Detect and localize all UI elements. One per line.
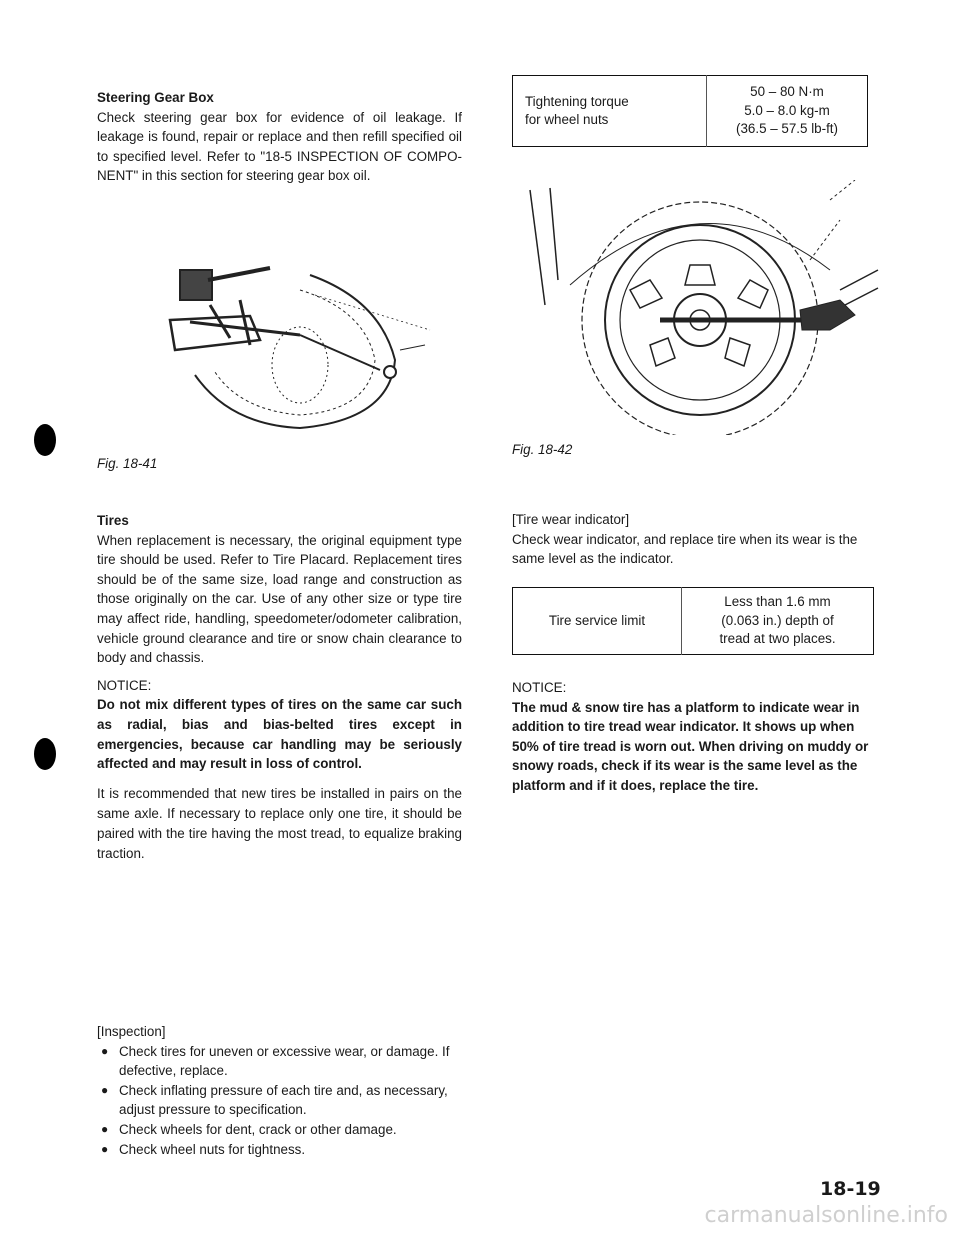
- wheel-torque-illustration: [510, 180, 880, 435]
- inspection-item: ● Check tires for uneven or excessive wear, or damage. If defective, replace.: [101, 1043, 450, 1079]
- service-label-cell: Tire service limit: [548, 612, 646, 628]
- punch-hole-bottom: [34, 738, 56, 770]
- page-number: 18-19: [820, 1178, 881, 1200]
- notice-section-right: [512, 678, 874, 796]
- fig42-caption: Fig. 18-42: [512, 442, 573, 457]
- inspection-title: [Inspection]: [97, 1024, 166, 1039]
- service-limit-table: [512, 587, 874, 655]
- fig41-caption: Fig. 18-41: [97, 456, 158, 471]
- inspection-list: [97, 1042, 462, 1160]
- inspection-item: ● Check inflating pressure of each tire and, as necessary, adjust pressure to specification.: [101, 1082, 448, 1118]
- recommend-text: It is recommended that new tires be installed in pairs on the same axle. If necessary to replace only one tire, it should be paired with the tire having the most tread, to equalize braking traction.: [97, 785, 462, 861]
- indicator-title: [Tire wear indicator]: [512, 512, 630, 527]
- notice-label-right: NOTICE:: [512, 680, 567, 695]
- notice-text-left: Do not mix different types of tires on the same car such as radial, bias and bias-belted tires except in emergencies, because car handling may be seriously affected and may result in loss of control.: [97, 697, 462, 772]
- torque-value-cell: 50 – 80 N·m 5.0 – 8.0 kg-m (36.5 – 57.5 lb-ft): [707, 76, 868, 147]
- steering-text: Check steering gear box for evidence of oil leakage. If leakage is found, repair or replace and then refill specified oil to specified level. Refer to "18-5 INSPECTION OF COMPO-NENT" in this section for steering gear box oil.: [97, 109, 462, 184]
- service-value-cell: Less than 1.6 mm (0.063 in.) depth of tread at two places.: [682, 588, 874, 655]
- steering-title: Steering Gear Box: [97, 90, 214, 105]
- indicator-section: [512, 510, 874, 569]
- punch-hole-top: [34, 424, 56, 456]
- indicator-text: Check wear indicator, and replace tire when its wear is the same level as the indicator.: [512, 531, 858, 567]
- notice-label-left: NOTICE:: [97, 677, 152, 693]
- tires-text: When replacement is necessary, the original equipment type tire should be used. Refer to Tire Placard. Replacement tires should be of the same size, load range and construction as those originally on the car. Use of any other size or type tire may affect ride, handling, speedometer/odometer calibration, vehicle ground clearance and tire or snow chain clearance to body and chassis.: [97, 532, 462, 666]
- inspection-section: [97, 1022, 462, 1159]
- torque-spec-table: [512, 75, 868, 147]
- inspection-item: ● Check wheels for dent, crack or other damage.: [101, 1121, 397, 1137]
- tires-section: [97, 511, 462, 864]
- watermark: carmanualsonline.info: [704, 1203, 948, 1228]
- notice-text-right: The mud & snow tire has a platform to indicate wear in addition to tire tread wear indicator. It shows up when 50% of tire tread is worn out. When driving on muddy or snowy roads, check if its wear is the same level as the platform and if it does, replace the tire.: [512, 699, 869, 793]
- steering-section: [97, 88, 462, 186]
- torque-label-cell: Tightening torque for wheel nuts: [525, 93, 629, 127]
- steering-gear-illustration: [150, 250, 440, 430]
- tires-title: Tires: [97, 513, 129, 528]
- inspection-item: ● Check wheel nuts for tightness.: [101, 1141, 306, 1157]
